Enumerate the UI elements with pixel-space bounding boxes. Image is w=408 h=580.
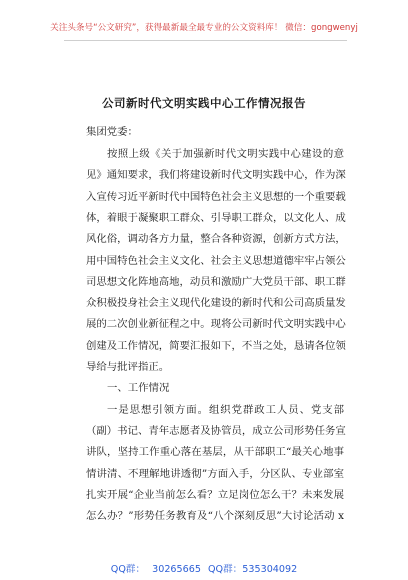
body-line: 展的二次创业新征程之中。现将公司新时代文明实践中心: [86, 318, 346, 331]
body-line: 一是思想引领方面。组织党群政工人员、党支部: [107, 403, 344, 416]
body-line: （副）书记、青年志愿者及协管员，成立公司形势任务宣: [86, 424, 346, 437]
footer-qq-groups: QQ群： 30265665 QQ群：535304092: [110, 564, 298, 575]
body-line: 入宣传习近平新时代中国特色社会主义思想的一个重要载: [86, 190, 346, 203]
document-title: 公司新时代文明实践中心工作情况报告: [102, 96, 306, 110]
body-line: 按照上级《关于加强新时代文明实践中心建设的意: [107, 148, 344, 160]
body-line: 体，着眼于凝聚职工群众、引导职工群众，以文化人、成: [86, 211, 346, 224]
body-line: 讲队，坚持工作重心落在基层，从干部职工“最关心地事: [86, 446, 344, 459]
body-line: 怎么办？”形势任务教育及“八个深刻反思”大讨论活动 x: [86, 510, 344, 523]
body-line: 见》通知要求，我们将建设新时代文明实践中心，作为深: [86, 169, 346, 182]
body-line: 创建及工作情况，简要汇报如下，不当之处，恳请各位领: [86, 339, 346, 352]
body-line: 众积极投身社会主义现代化建设的新时代和公司高质量发: [86, 297, 346, 310]
body-line: 情讲清、不理解地讲透彻”方面入手，分区队、专业部室: [86, 467, 344, 480]
body-line: 风化俗，调动各方力量，整合各种资源，创新方式方法，: [86, 233, 346, 246]
body-line: 扎实开展“企业当前怎么看？立足岗位怎么干？未来发展: [86, 488, 344, 501]
body-line: 司思想文化阵地高地，动员和激励广大党员干部、职工群: [86, 275, 346, 288]
body-line: 导给与批评指正。: [86, 361, 170, 373]
body-line: 用中国特色社会主义文化、社会主义思想道德牢牢占领公: [86, 254, 346, 267]
salutation: 集团党委：: [86, 126, 138, 138]
section-heading: 一、工作情况: [107, 382, 170, 395]
header-divider: [64, 40, 347, 41]
header-note: 关注头条号“公文研究”，获得最新最全最专业的公文资料库！ 微信：gongwenyj: [50, 23, 358, 33]
